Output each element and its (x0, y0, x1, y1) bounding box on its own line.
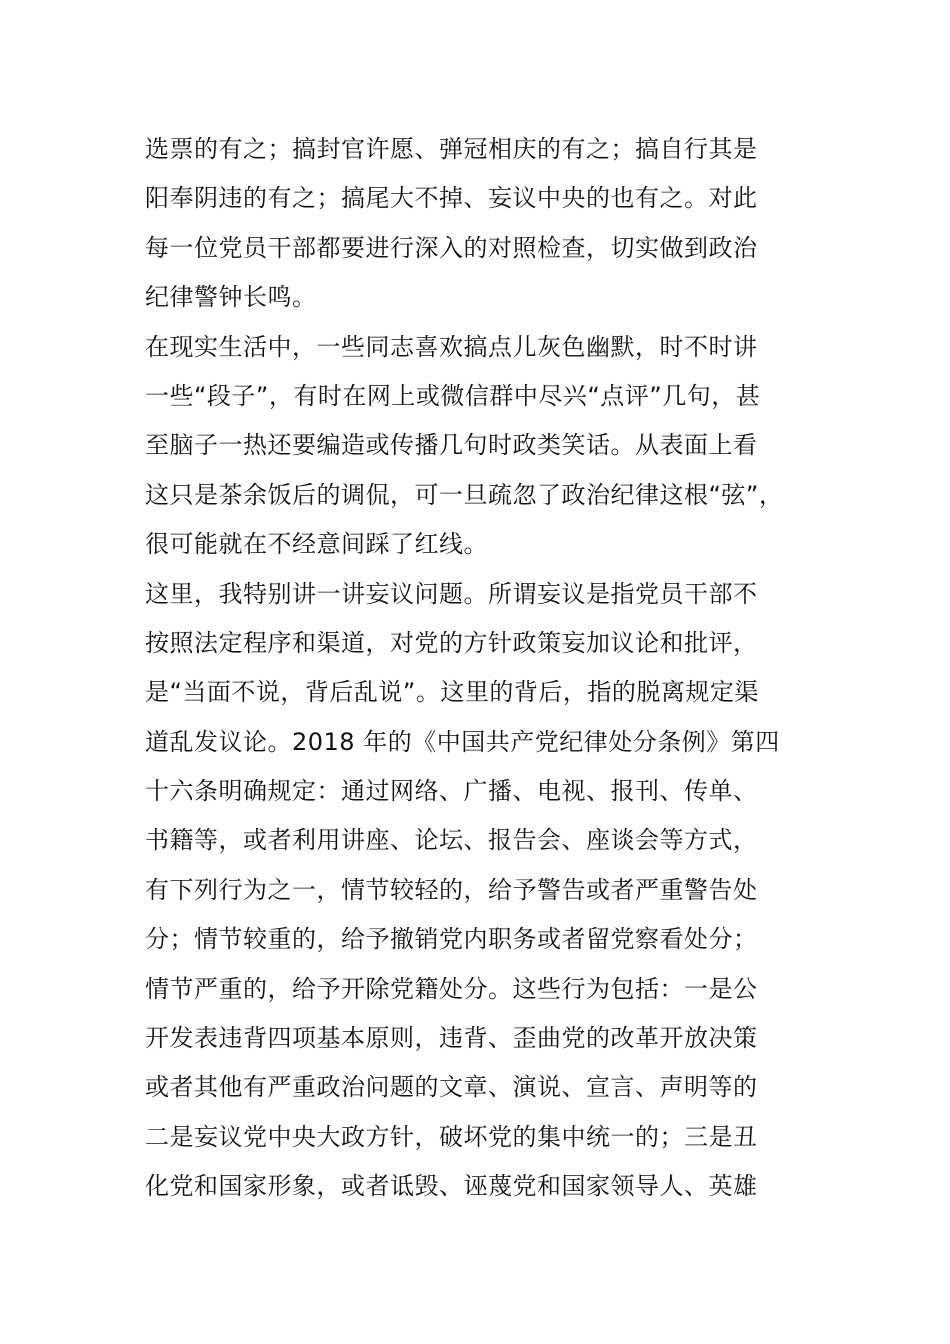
text-line: 按照法定程序和渠道，对党的方针政策妄加议论和批评， (145, 628, 758, 657)
text-line: 纪律警钟长鸣。 (145, 283, 317, 312)
text-line: 至脑子一热还要编造或传播几句时政类笑话。从表面上看 (145, 431, 758, 460)
text-line: 书籍等，或者利用讲座、论坛、报告会、座谈会等方式， (145, 826, 758, 855)
text-line: 这里，我特别讲一讲妄议问题。所谓妄议是指党员干部不 (145, 579, 758, 608)
text-line: 开发表违背四项基本原则，违背、歪曲党的改革开放决策 (145, 1024, 758, 1053)
text-line: 分；情节较重的，给予撤销党内职务或者留党察看处分； (145, 925, 758, 954)
text-line: 道乱发议论。2018 年的《中国共产党纪律处分条例》第四 (145, 727, 780, 756)
text-line: 二是妄议党中央大政方针，破坏党的集中统一的；三是丑 (145, 1122, 758, 1151)
body-text (145, 125, 845, 1212)
text-line: 十六条明确规定：通过网络、广播、电视、报刊、传单、 (145, 777, 758, 806)
text-line: 一些“段子”，有时在网上或微信群中尽兴“点评”几句，甚 (145, 381, 761, 410)
text-line: 或者其他有严重政治问题的文章、演说、宣言、声明等的 (145, 1073, 758, 1102)
text-line: 很可能就在不经意间踩了红线。 (145, 530, 488, 559)
text-line: 选票的有之；搞封官许愿、弹冠相庆的有之；搞自行其是 (145, 135, 758, 163)
text-line: 在现实生活中，一些同志喜欢搞点儿灰色幽默，时不时讲 (145, 332, 758, 361)
text-line: 情节严重的，给予开除党籍处分。这些行为包括：一是公 (145, 974, 758, 1003)
text-line: 这只是茶余饭后的调侃，可一旦疏忽了政治纪律这根“弦”， (145, 480, 784, 509)
text-line: 是“当面不说，背后乱说”。这里的背后，指的脱离规定渠 (145, 678, 759, 707)
text-line: 每一位党员干部都要进行深入的对照检查，切实做到政治 (145, 233, 758, 262)
text-line: 化党和国家形象，或者诋毁、诬蔑党和国家领导人、英雄 (145, 1172, 758, 1201)
text-line: 阳奉阴违的有之；搞尾大不掉、妄议中央的也有之。对此 (145, 184, 758, 213)
text-line: 有下列行为之一，情节较轻的，给予警告或者严重警告处 (145, 875, 758, 904)
